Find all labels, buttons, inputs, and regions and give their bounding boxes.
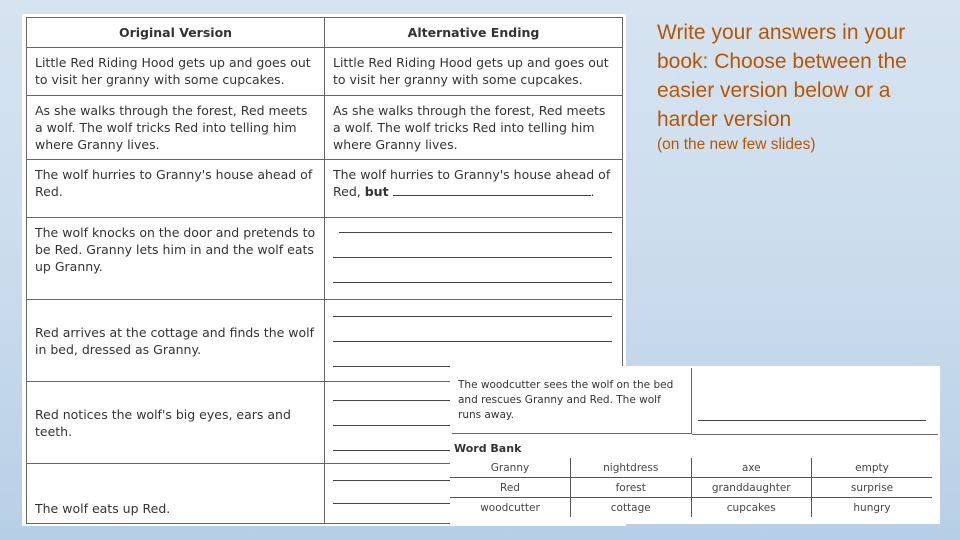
answer-line[interactable]: [339, 232, 612, 233]
word-bank-word: Granny: [450, 458, 571, 478]
original-text: The wolf eats up Red.: [35, 501, 171, 516]
answer-line[interactable]: [333, 257, 612, 258]
table-header-row: [27, 18, 623, 48]
but-word: but: [364, 184, 389, 199]
word-bank-word: axe: [691, 458, 812, 478]
original-cell: [27, 300, 325, 382]
original-text: Red arrives at the cottage and finds the wolf in bed, dressed as Granny.: [35, 324, 315, 357]
original-cell: [27, 464, 325, 524]
answer-cell: [692, 368, 938, 435]
word-bank-word: cottage: [571, 498, 692, 518]
original-cell: Little Red Riding Hood gets up and goes out to visit her granny with some cupcakes.: [27, 48, 325, 96]
original-text: Red notices the wolf's big eyes, ears and teeth.: [35, 406, 291, 439]
alternative-cell: Little Red Riding Hood gets up and goes out to visit her granny with some cupcakes.: [325, 48, 623, 96]
original-cell: [27, 382, 325, 464]
word-bank-word: hungry: [853, 501, 891, 514]
table-row: [27, 48, 623, 96]
word-bank-row: [450, 478, 932, 498]
word-bank-row: [450, 498, 932, 518]
alternative-cell: [325, 160, 623, 218]
period: .: [590, 184, 595, 199]
word-bank-word: woodcutter: [450, 498, 571, 518]
word-bank-word: empty: [812, 458, 933, 478]
word-bank-word: cupcakes: [691, 498, 812, 518]
answer-line[interactable]: [393, 194, 591, 196]
table-row: [27, 218, 623, 300]
original-cell: The wolf knocks on the door and pretends to be Red. Granny lets him in and the wolf eats up Granny.: [27, 218, 325, 300]
word-bank-word: forest: [571, 478, 692, 498]
woodcutter-cell: The woodcutter sees the wolf on the bed and rescues Granny and Red. The wolf runs away.: [452, 368, 692, 434]
instructions-text: Write your answers in your book: Choose between the easier version below or a harder version: [657, 21, 907, 131]
answer-cell: [325, 218, 623, 300]
original-version-header: Original Version: [27, 18, 325, 48]
word-bank-word: Red: [450, 478, 571, 498]
alternative-cell: As she walks through the forest, Red meets a wolf. The wolf tricks Red into telling him where Granny lives.: [325, 96, 623, 160]
word-bank-word: granddaughter: [691, 478, 812, 498]
alternative-ending-header: Alternative Ending: [325, 18, 623, 48]
answer-line[interactable]: [333, 282, 612, 283]
table-row: [27, 96, 623, 160]
instructions: [657, 18, 947, 156]
word-bank-row: [450, 458, 932, 478]
table-row: [27, 160, 623, 218]
alternative-text: The wolf hurries to Granny's house ahead of Red,: [333, 167, 611, 199]
easier-version-panel: [450, 366, 940, 524]
instructions-note: (on the new few slides): [657, 136, 816, 153]
word-bank-title: Word Bank: [454, 442, 522, 455]
word-bank-table: [450, 458, 932, 517]
word-bank-word: surprise: [812, 478, 933, 498]
answer-line[interactable]: [698, 420, 926, 421]
word-bank-word: nightdress: [571, 458, 692, 478]
answer-line[interactable]: [333, 316, 612, 317]
answer-line[interactable]: [333, 341, 612, 342]
original-cell: The wolf hurries to Granny's house ahead of Red.: [27, 160, 325, 218]
original-cell: As she walks through the forest, Red meets a wolf. The wolf tricks Red into telling him where Granny lives.: [27, 96, 325, 160]
